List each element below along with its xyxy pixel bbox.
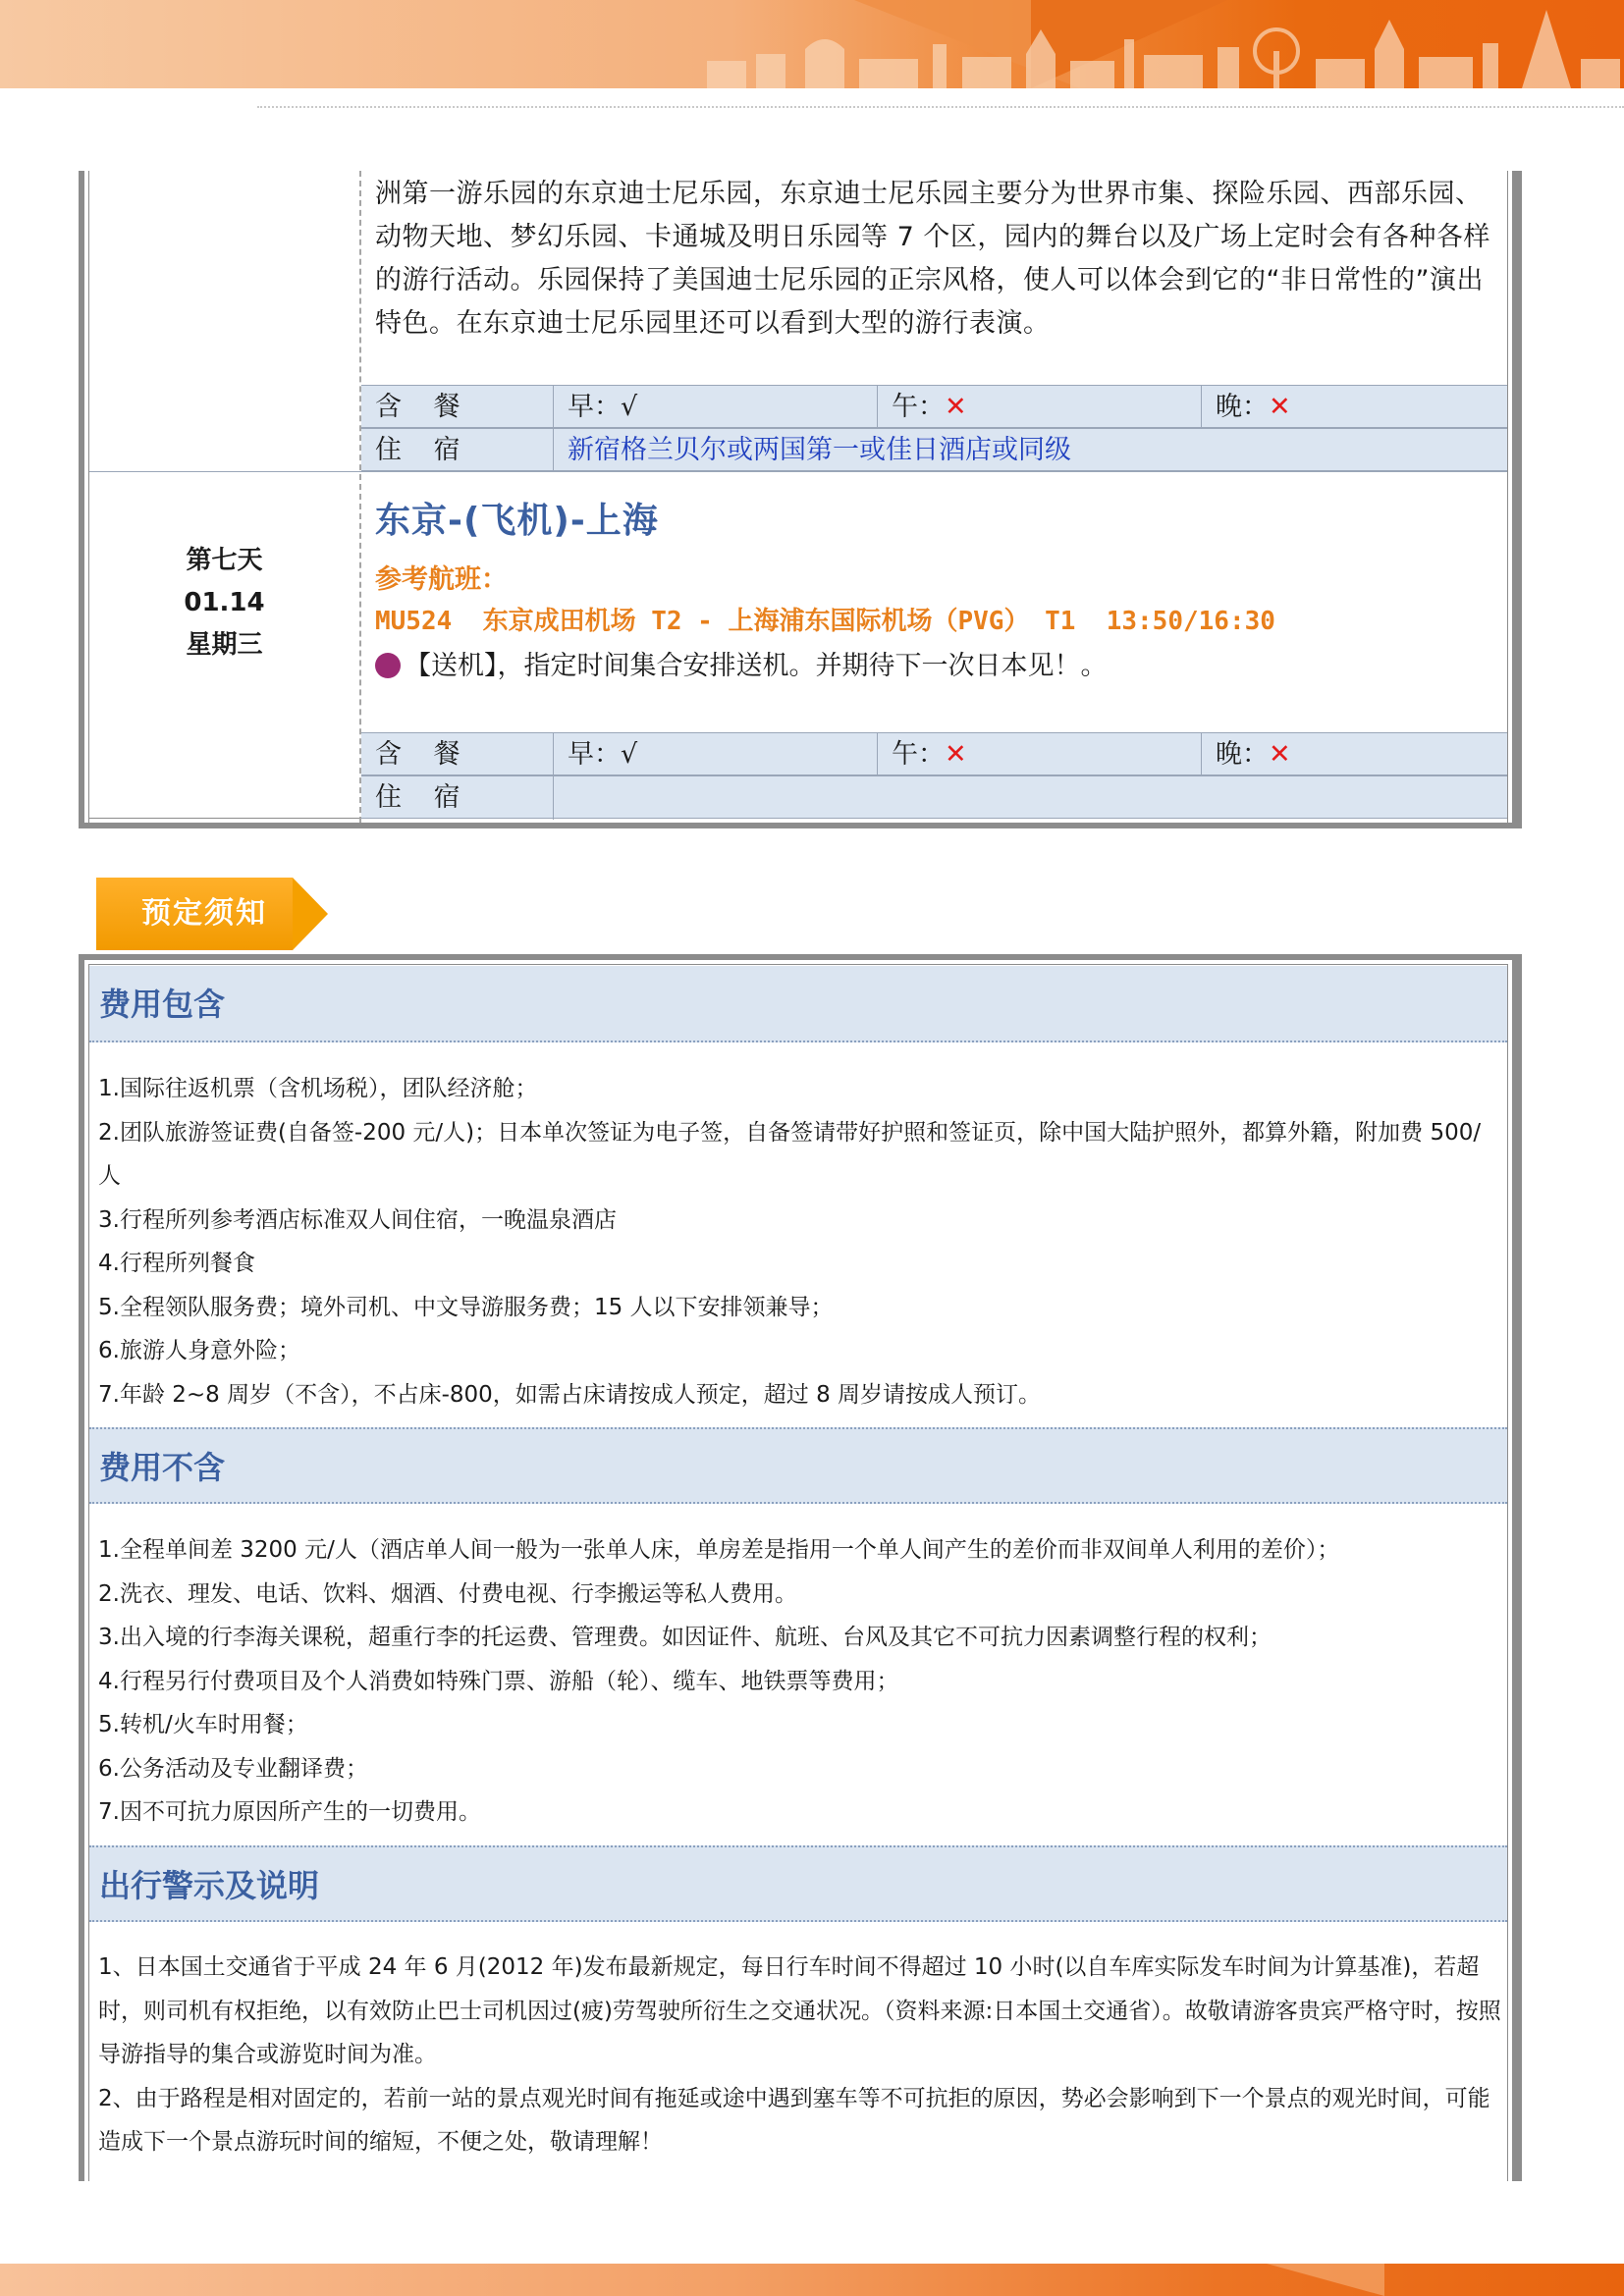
day7-weekday: 星期三 — [186, 630, 263, 660]
flight-label: 参考航班： — [375, 564, 508, 595]
dinner-label: 晚： — [1216, 739, 1269, 770]
warnings-list — [98, 1946, 1502, 2164]
list-item: 3.行程所列参考酒店标准双人间住宿，一晚温泉酒店 — [98, 1206, 617, 1233]
flight-info: MU524 东京成田机场 T2 - 上海浦东国际机场（PVG） T1 13:50/16:30 — [375, 607, 1275, 636]
dinner-label: 晚： — [1216, 392, 1269, 422]
list-item: 2、由于路程是相对固定的，若前一站的景点观光时间有拖延或途中遇到塞车等不可抗拒的原因，势必会影响到下一个景点的观光时间，可能造成下一个景点游玩时间的缩短，不便之处，敬请理解！ — [98, 2085, 1490, 2155]
banner-decoration — [1267, 2264, 1384, 2296]
list-item: 4.行程所列餐食 — [98, 1251, 255, 1276]
list-item: 1.全程单间差 3200 元/人（酒店单人间一般为一张单人床，单房差是指用一个单人间产生的差价而非双间单人利用的差价）； — [98, 1537, 1340, 1563]
list-item: 6.公务活动及专业翻译费； — [98, 1755, 368, 1782]
bullet-icon — [375, 653, 401, 678]
day6-meal-row — [361, 385, 1507, 428]
column-divider — [359, 171, 361, 823]
day6-hotel-row — [361, 428, 1507, 471]
cross-icon: ✕ — [1269, 392, 1291, 422]
hotel-name — [554, 776, 1506, 820]
day7-date: 01.14 — [184, 588, 265, 617]
day7-day-name: 第七天 — [186, 546, 263, 575]
day7-route-title: 东京-(飞机)-上海 — [375, 501, 659, 541]
booking-notice-title: 预定须知 — [141, 896, 267, 931]
lunch-cell — [878, 386, 1202, 429]
list-item: 2.团队旅游签证费(自备签-200 元/人)；日本单次签证为电子签，自备签请带好护照和签证页，除中国大陆护照外，都算外籍，附加费 500/人 — [98, 1119, 1482, 1189]
hotel-label: 住 宿 — [361, 429, 554, 472]
fee-include-list — [98, 1067, 1502, 1416]
cross-icon: ✕ — [1269, 739, 1291, 770]
breakfast-cell: 早：√ — [554, 733, 878, 776]
notice-box — [79, 954, 1522, 2181]
day7-hotel-row — [361, 775, 1507, 819]
day6-description: 洲第一游乐园的东京迪士尼乐园，东京迪士尼乐园主要分为世界市集、探险乐园、西部乐园、动物天地、梦幻乐园、卡通城及明日乐园等 7 个区，园内的舞台以及广场上定时会有各种各样的游行活动。乐园保持了美国迪士尼乐园的正宗风格，使人可以体会到它的“非日常性的”演出特色。在东京迪士尼乐园里还可以看到大型的游行表演。 — [375, 179, 1490, 339]
cross-icon: ✕ — [945, 739, 967, 770]
meal-label: 含 餐 — [361, 733, 554, 776]
lunch-cell — [878, 733, 1202, 776]
booking-notice-tab — [96, 878, 332, 950]
header-divider — [257, 106, 1624, 108]
top-banner — [0, 0, 1624, 88]
lunch-label: 午： — [892, 392, 945, 422]
dinner-cell — [1202, 733, 1506, 776]
list-item: 2.洗衣、理发、电话、饮料、烟酒、付费电视、行李搬运等私人费用。 — [98, 1580, 797, 1607]
city-skyline-icon — [687, 0, 1624, 88]
fee-exclude-header: 费用不含 — [89, 1427, 1507, 1504]
bottom-banner — [0, 2264, 1624, 2296]
fee-exclude-list — [98, 1528, 1502, 1835]
list-item: 5.全程领队服务费；境外司机、中文导游服务费；15 人以下安排领兼导； — [98, 1294, 834, 1320]
breakfast-cell: 早：√ — [554, 386, 878, 429]
transfer-text: 【送机】，指定时间集合安排送机。并期待下一次日本见！。 — [405, 651, 1108, 681]
meal-label: 含 餐 — [361, 386, 554, 429]
itinerary-table — [79, 171, 1522, 828]
transfer-note — [375, 644, 1108, 682]
list-item: 7.年龄 2~8 周岁（不含），不占床-800，如需占床请按成人预定，超过 8 周岁请按成人预订。 — [98, 1381, 1042, 1408]
warnings-header: 出行警示及说明 — [89, 1845, 1507, 1922]
list-item: 5.转机/火车时用餐； — [98, 1712, 308, 1737]
list-item: 4.行程另行付费项目及个人消费如特殊门票、游船（轮）、缆车、地铁票等费用； — [98, 1668, 899, 1694]
list-item: 1、日本国土交通省于平成 24 年 6 月(2012 年)发布最新规定，每日行车时间不得超过 10 小时(以自车库实际发车时间为计算基准)，若超时，则司机有权拒绝，以有效防止巴士司机因过(疲)劳驾驶所衍生之交通状况。（资料来源:日本国土交通省）。故敬请游客贵宾严格守时，按照导游指导的集合或游览时间为准。 — [98, 1954, 1501, 2067]
lunch-label: 午： — [892, 739, 945, 770]
cross-icon: ✕ — [945, 392, 967, 422]
list-item: 3.出入境的行李海关课税，超重行李的托运费、管理费。如因证件、航班、台风及其它不可抗力因素调整行程的权利； — [98, 1625, 1272, 1650]
list-item: 1.国际往返机票（含机场税），团队经济舱； — [98, 1076, 538, 1101]
day7-meal-row — [361, 732, 1507, 775]
hotel-label: 住 宿 — [361, 776, 554, 820]
list-item: 6.旅游人身意外险； — [98, 1338, 300, 1363]
fee-include-header: 费用包含 — [89, 966, 1507, 1042]
dinner-cell — [1202, 386, 1506, 429]
list-item: 7.因不可抗力原因所产生的一切费用。 — [98, 1799, 481, 1825]
hotel-name: 新宿格兰贝尔或两国第一或佳日酒店或同级 — [568, 435, 1071, 465]
day-separator — [89, 471, 1507, 472]
